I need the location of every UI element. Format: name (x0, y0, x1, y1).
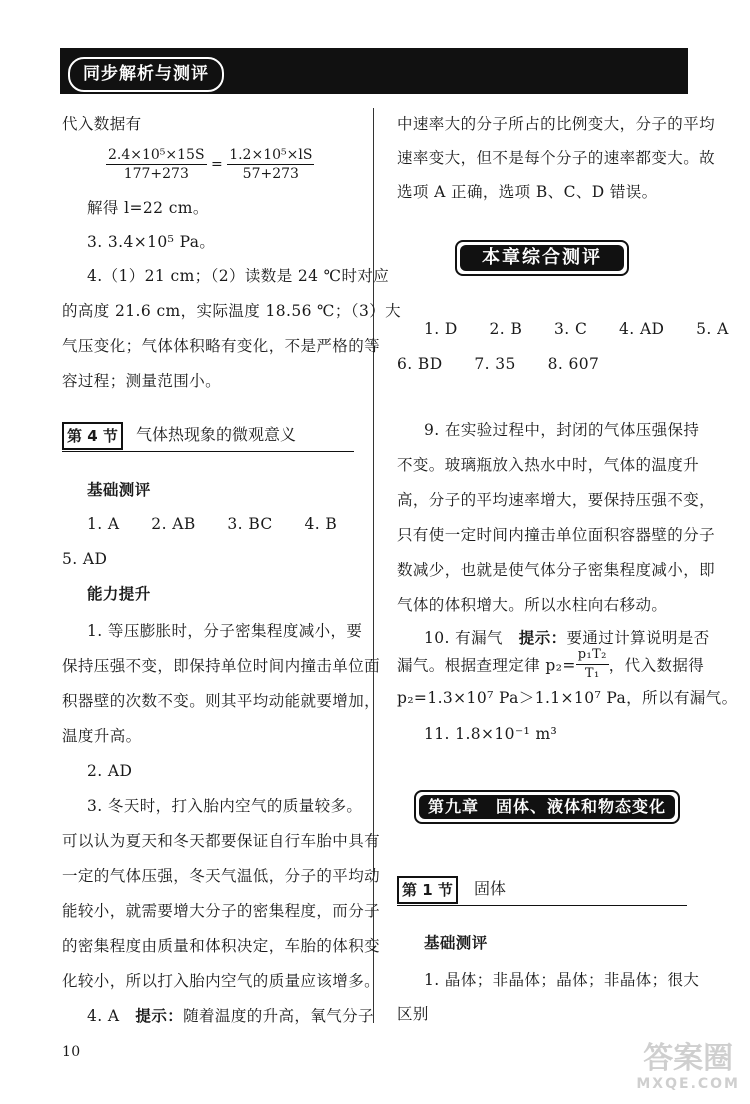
q9-line6: 气体的体积增大。所以水柱向右移动。 (397, 596, 668, 614)
chapter-9-title: 第九章 固体、液体和物态变化 (419, 795, 675, 819)
section-4-label: 第 4 节 (62, 422, 123, 450)
q10-line3: p₂=1.3×10⁷ Pa＞1.1×10⁷ Pa，所以有漏气。 (397, 689, 738, 707)
intro-text: 代入数据有 (62, 115, 142, 133)
q9-line5: 数减少，也就是使气体分子密集程度减小，即 (397, 561, 716, 579)
review-answers-row2: 6. BD 7. 35 8. 607 (397, 355, 600, 373)
ability-3-line1: 3. 冬天时，打入胎内空气的质量较多。 (87, 797, 363, 815)
right-line2: 速率变大，但不是每个分子的速率都变大。故 (397, 149, 716, 167)
q9-line4: 只有使一定时间内撞击单位面积容器壁的分子 (397, 526, 716, 544)
ability-1-line3: 积器壁的次数不变。则其平均动能就要增加， (62, 692, 381, 710)
q11: 11. 1.8×10⁻¹ m³ (424, 725, 558, 743)
watermark (636, 1042, 740, 1092)
chapter-review-title: 本章综合测评 (460, 245, 624, 271)
q10-line1: 10. 有漏气 提示：要通过计算说明是否 (424, 629, 710, 647)
equation-left-fraction: $\frac{\text{2.4×10⁵×15S}}{177+273}$ (108, 147, 205, 182)
ability-1-line2: 保持压强不变，即保持单位时间内撞击单位面 (62, 657, 381, 675)
ability-heading: 能力提升 (87, 585, 151, 603)
section-1-underline (397, 905, 687, 906)
ability-4: 4. A 提示：随着温度的升高，氧气分子 (87, 1007, 374, 1025)
basic-heading: 基础测评 (87, 481, 151, 499)
ability-1-line4: 温度升高。 (62, 727, 142, 745)
header-title: 同步解析与测评 (68, 57, 224, 92)
ability-3-line3: 一定的气体压强，冬天气温低，分子的平均动 (62, 867, 381, 885)
review-answers-row1: 1. D 2. B 3. C 4. AD 5. A (424, 320, 729, 338)
q10-line2: 漏气。根据查理定律 p₂= $\frac{\text{p₁T₂}}{\text{T₁}}$ ，代入数据得 (397, 647, 705, 681)
answer-4-line2: 的高度 21.6 cm，实际温度 18.56 ℃；（3）大 (62, 302, 402, 320)
basic-heading-right: 基础测评 (424, 934, 488, 952)
chapter-review-banner (455, 240, 629, 276)
ability-1-line1: 1. 等压膨胀时，分子密集程度减小，要 (87, 622, 363, 640)
right-line3: 选项 A 正确，选项 B、C、D 错误。 (397, 183, 658, 201)
section-4-title: 气体热现象的微观意义 (136, 425, 297, 444)
basic-answers-row2: 5. AD (62, 550, 108, 568)
ability-2: 2. AD (87, 762, 133, 780)
equation-right-fraction: $\frac{\text{1.2×10⁵×lS}}{57+273}$ (229, 147, 313, 182)
ability-3-line5: 的密集程度由质量和体积决定，车胎的体积变 (62, 937, 381, 955)
section-1-answer-line2: 区别 (397, 1005, 429, 1023)
charles-law-fraction: $\frac{\text{p₁T₂}}{\text{T₁}}$ (577, 647, 607, 681)
section-1-label: 第 1 节 (397, 876, 458, 904)
q9-line2: 不变。玻璃瓶放入热水中时，气体的温度升 (397, 456, 700, 474)
watermark-line2: MXQE.COM (636, 1076, 740, 1092)
ability-3-line6: 化较小，所以打入胎内空气的质量应该增多。 (62, 972, 381, 990)
q9-line3: 高，分子的平均速率增大，要保持压强不变， (397, 491, 716, 509)
answer-3: 3. 3.4×10⁵ Pa。 (87, 233, 216, 251)
page-number: 10 (62, 1044, 81, 1060)
chapter-9-banner (414, 790, 680, 824)
basic-answers-row1: 1. A 2. AB 3. BC 4. B (87, 515, 338, 533)
q9-line1: 9. 在实验过程中，封闭的气体压强保持 (424, 421, 700, 439)
section-4-underline (62, 451, 354, 452)
section-1-answer-line1: 1. 晶体；非晶体；晶体；非晶体；很大 (424, 971, 700, 989)
answer-4-line3: 气压变化；气体体积略有变化，不是严格的等 (62, 337, 381, 355)
ability-3-line2: 可以认为夏天和冬天都要保证自行车胎中具有 (62, 832, 381, 850)
equation: $\frac{\text{2.4×10⁵×15S}}{177+273}$ = $\frac{\text{1.2×10⁵×lS}}{57+273}$ (108, 147, 313, 182)
hint-label: 提示： (518, 629, 567, 647)
right-line1: 中速率大的分子所占的比例变大，分子的平均 (397, 115, 716, 133)
answer-4-line1: 4.（1）21 cm；（2）读数是 24 ℃时对应 (87, 267, 390, 285)
watermark-line1: 答案圈 (643, 1041, 734, 1076)
answer-4-line4: 容过程；测量范围小。 (62, 372, 222, 390)
section-1-title: 固体 (474, 879, 507, 898)
solve-text: 解得 l=22 cm。 (87, 199, 209, 217)
hint-label: 提示： (135, 1007, 184, 1025)
ability-3-line4: 能较小，就需要增大分子的密集程度，而分子 (62, 902, 381, 920)
